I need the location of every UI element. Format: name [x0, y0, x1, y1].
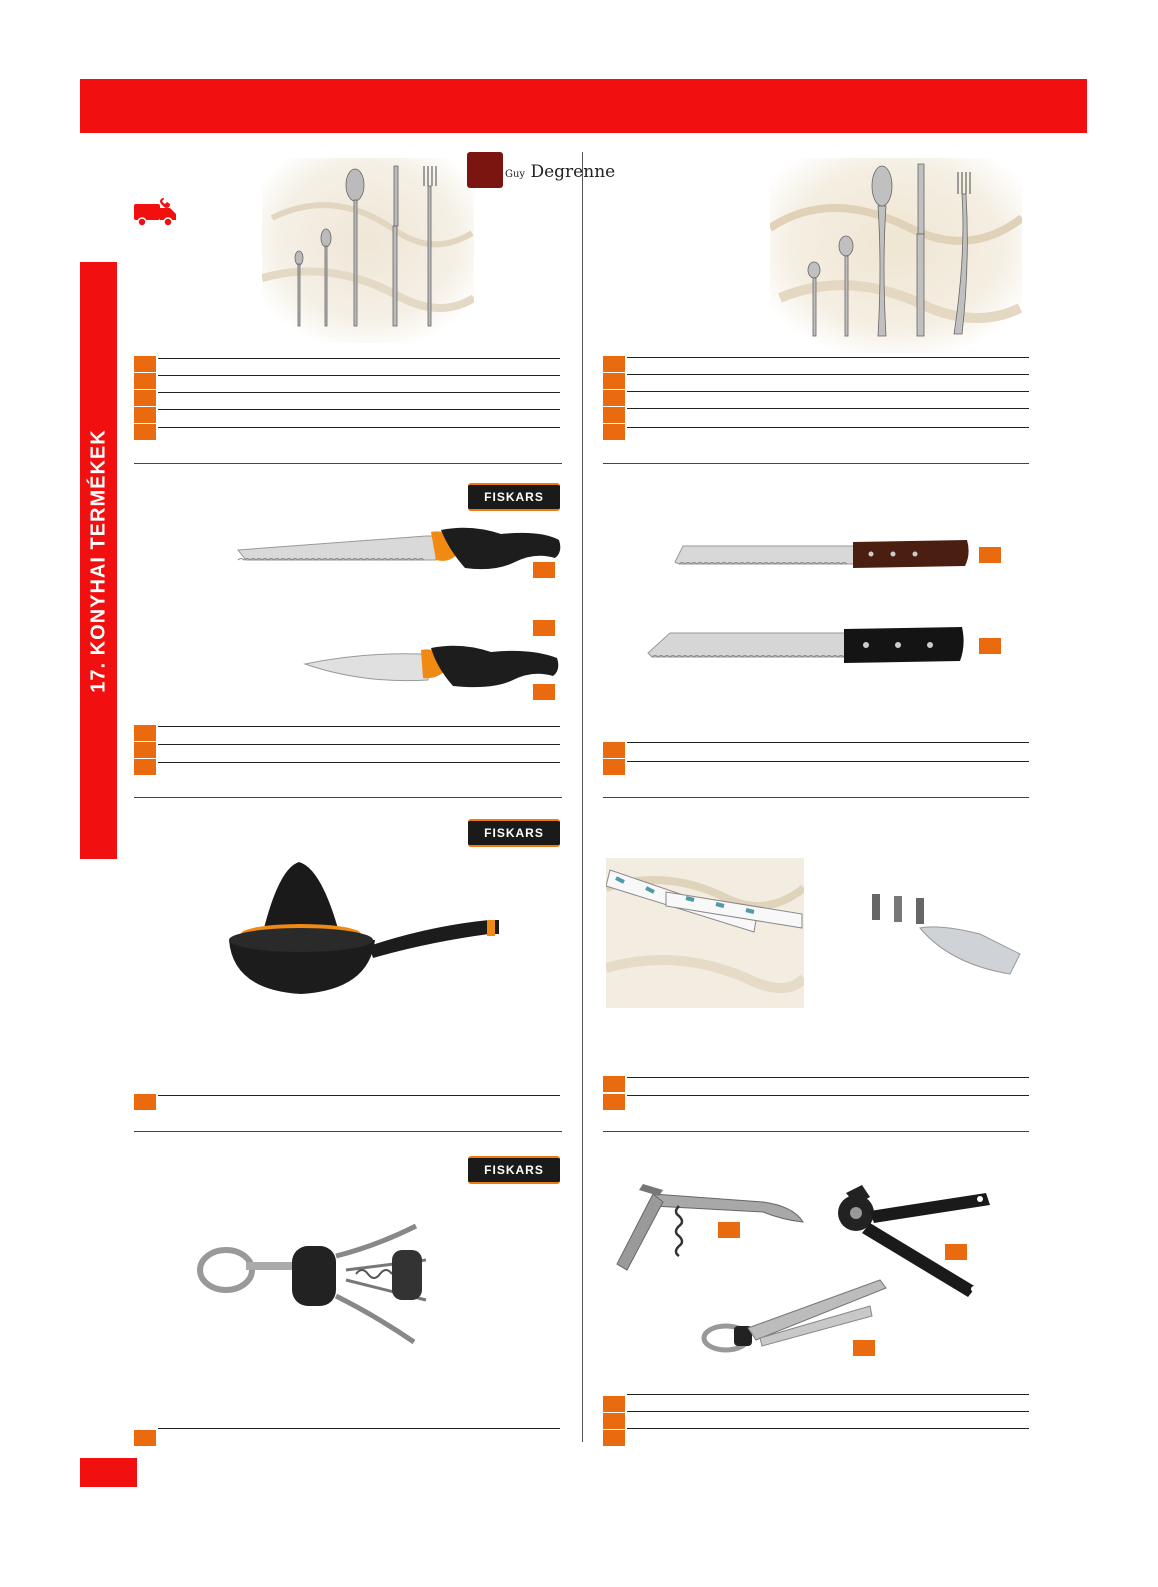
section-separator	[603, 463, 1029, 464]
fiskars-corkscrew-image	[196, 1210, 446, 1370]
table-row-line	[158, 427, 560, 428]
page-number-tab	[80, 1458, 137, 1487]
row-marker	[603, 1413, 625, 1429]
section-separator	[134, 797, 562, 798]
table-row-line	[627, 374, 1029, 375]
column-divider	[582, 152, 583, 1442]
section-separator	[603, 1131, 1029, 1132]
price-marker	[945, 1244, 967, 1260]
fiskars-bread-knife-image	[236, 522, 562, 570]
row-marker	[603, 742, 625, 758]
delivery-truck-phone-icon	[134, 196, 180, 228]
table-row-line	[158, 409, 560, 410]
fiskars-logo: FISKARS	[468, 483, 560, 511]
table-row-line	[627, 408, 1029, 409]
table-row-line	[158, 358, 560, 359]
bread-knife-black-handle-image	[646, 625, 966, 667]
table-row-line	[627, 357, 1029, 358]
table-row-line	[158, 726, 560, 727]
waiters-corkscrew-image	[613, 1180, 813, 1280]
cutlery-set-image-2	[770, 158, 1022, 353]
serving-tongs-image	[606, 858, 804, 1008]
degrenne-logo-mark	[467, 152, 503, 188]
cheese-slicer-image	[842, 880, 1022, 988]
row-marker	[134, 356, 156, 372]
degrenne-logo-small: Guy	[505, 169, 526, 180]
row-marker	[603, 759, 625, 775]
row-marker	[603, 424, 625, 440]
bread-knife-wood-handle-image	[671, 538, 971, 572]
row-marker	[134, 759, 156, 775]
section-separator	[134, 1131, 562, 1132]
section-separator	[603, 797, 1029, 798]
row-marker	[134, 725, 156, 741]
table-row-line	[627, 1077, 1029, 1078]
table-row-line	[158, 1428, 560, 1429]
fiskars-logo: FISKARS	[468, 819, 560, 847]
row-marker	[603, 1430, 625, 1446]
table-row-line	[627, 742, 1029, 743]
price-marker	[718, 1222, 740, 1238]
table-row-line	[158, 744, 560, 745]
table-row-line	[158, 392, 560, 393]
price-marker	[533, 684, 555, 700]
table-row-line	[627, 1411, 1029, 1412]
table-row-line	[627, 427, 1029, 428]
degrenne-logo	[505, 162, 615, 182]
row-marker	[134, 424, 156, 440]
fiskars-chef-knife-image	[303, 644, 562, 690]
section-tab	[80, 262, 117, 859]
top-banner	[80, 79, 1087, 133]
row-marker	[134, 1094, 156, 1110]
row-marker	[603, 373, 625, 389]
price-marker	[533, 562, 555, 578]
price-marker	[533, 620, 555, 636]
row-marker	[134, 373, 156, 389]
row-marker	[134, 407, 156, 423]
row-marker	[134, 742, 156, 758]
section-title: 17. KONYHAI TERMÉKEK	[87, 428, 109, 693]
table-row-line	[158, 375, 560, 376]
fiskars-logo: FISKARS	[468, 1156, 560, 1184]
row-marker	[603, 1094, 625, 1110]
row-marker	[603, 356, 625, 372]
price-marker	[853, 1340, 875, 1356]
table-row-line	[627, 1394, 1029, 1395]
table-row-line	[627, 761, 1029, 762]
row-marker	[603, 1076, 625, 1092]
section-separator	[134, 463, 562, 464]
row-marker	[603, 390, 625, 406]
degrenne-logo-name: Degrenne	[530, 162, 616, 182]
price-marker	[979, 547, 1001, 563]
table-row-line	[158, 762, 560, 763]
table-row-line	[158, 1095, 560, 1096]
row-marker	[603, 407, 625, 423]
row-marker	[603, 1396, 625, 1412]
table-row-line	[627, 391, 1029, 392]
table-row-line	[627, 1095, 1029, 1096]
row-marker	[134, 390, 156, 406]
fiskars-citrus-press-image	[229, 860, 509, 1000]
cutlery-set-image	[262, 158, 474, 343]
price-marker	[979, 638, 1001, 654]
table-row-line	[627, 1428, 1029, 1429]
row-marker	[134, 1430, 156, 1446]
